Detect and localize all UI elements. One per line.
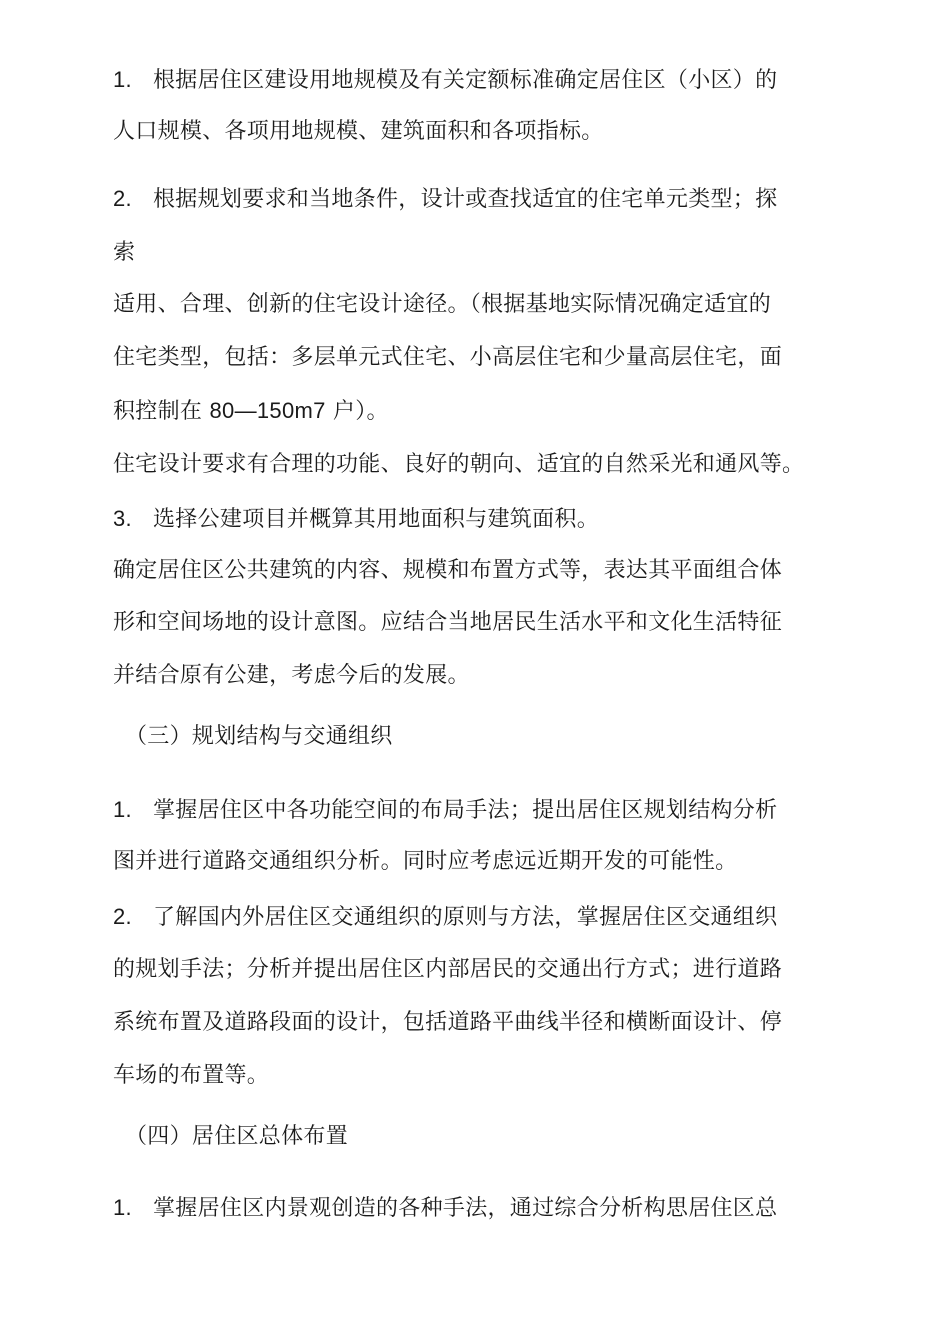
paragraph-line bbox=[113, 184, 777, 215]
paragraph-line bbox=[113, 608, 782, 638]
heading-text: （三）规划结构与交通组织 bbox=[125, 724, 393, 749]
line-text: 人口规模、各项用地规模、建筑面积和各项指标。 bbox=[113, 119, 604, 144]
paragraph-line bbox=[113, 556, 782, 586]
list-number: 1. bbox=[113, 797, 132, 822]
paragraph-line bbox=[113, 1008, 782, 1038]
list-number: 3. bbox=[113, 506, 132, 531]
line-text: 车场的布置等。 bbox=[113, 1063, 270, 1088]
line-text: 确定居住区公共建筑的内容、规模和布置方式等，表达其平面组合体 bbox=[113, 558, 783, 583]
line-text: 图并进行道路交通组织分析。同时应考虑远近期开发的可能性。 bbox=[113, 849, 738, 874]
paragraph-line bbox=[113, 1061, 269, 1091]
line-text: 根据规划要求和当地条件，设计或查找适宜的住宅单元类型；探 bbox=[153, 187, 778, 212]
heading-text: （四）居住区总体布置 bbox=[125, 1124, 349, 1149]
list-number: 1. bbox=[113, 1195, 132, 1220]
paragraph-line bbox=[113, 504, 599, 535]
paragraph-line bbox=[113, 450, 804, 480]
section-heading bbox=[125, 1122, 348, 1152]
paragraph-line bbox=[113, 955, 782, 985]
line-text: 掌握居住区中各功能空间的布局手法；提出居住区规划结构分析 bbox=[153, 798, 778, 823]
line-text: 了解国内外居住区交通组织的原则与方法，掌握居住区交通组织 bbox=[153, 905, 778, 930]
list-number: 2. bbox=[113, 904, 132, 929]
paragraph-line bbox=[113, 795, 777, 826]
line-text: 形和空间场地的设计意图。应结合当地居民生活水平和文化生活特征 bbox=[113, 610, 783, 635]
line-text: 并结合原有公建，考虑今后的发展。 bbox=[113, 663, 470, 688]
line-text: 索 bbox=[113, 240, 136, 265]
line-text: 根据居住区建设用地规模及有关定额标准确定居住区（小区）的 bbox=[153, 68, 778, 93]
line-text: 积控制在 bbox=[113, 399, 210, 424]
line-text-tail: 户）。 bbox=[325, 399, 389, 424]
line-text: 住宅类型，包括：多层单元式住宅、小高层住宅和少量高层住宅，面 bbox=[113, 345, 783, 370]
paragraph-line bbox=[113, 847, 737, 877]
line-text: 的规划手法；分析并提出居住区内部居民的交通出行方式；进行道路 bbox=[113, 957, 783, 982]
list-number: 2. bbox=[113, 186, 132, 211]
list-number: 1. bbox=[113, 67, 132, 92]
line-text: 住宅设计要求有合理的功能、良好的朝向、适宜的自然采光和通风等。 bbox=[113, 452, 805, 477]
paragraph-line bbox=[113, 396, 389, 427]
paragraph-line bbox=[113, 343, 782, 373]
paragraph-line bbox=[113, 902, 777, 933]
paragraph-line bbox=[113, 65, 777, 96]
paragraph-line bbox=[113, 117, 604, 147]
line-text: 适用、合理、创新的住宅设计途径。（根据基地实际情况确定适宜的 bbox=[113, 292, 772, 317]
line-text: 掌握居住区内景观创造的各种手法，通过综合分析构思居住区总 bbox=[153, 1196, 778, 1221]
area-range-text: 80—150m7 bbox=[209, 398, 326, 423]
line-text: 选择公建项目并概算其用地面积与建筑面积。 bbox=[153, 507, 600, 532]
line-text: 系统布置及道路段面的设计，包括道路平曲线半径和横断面设计、停 bbox=[113, 1010, 783, 1035]
paragraph-line bbox=[113, 290, 771, 320]
section-heading bbox=[125, 722, 393, 752]
paragraph-line bbox=[113, 661, 470, 691]
paragraph-line bbox=[113, 1193, 777, 1224]
paragraph-line bbox=[113, 238, 135, 268]
